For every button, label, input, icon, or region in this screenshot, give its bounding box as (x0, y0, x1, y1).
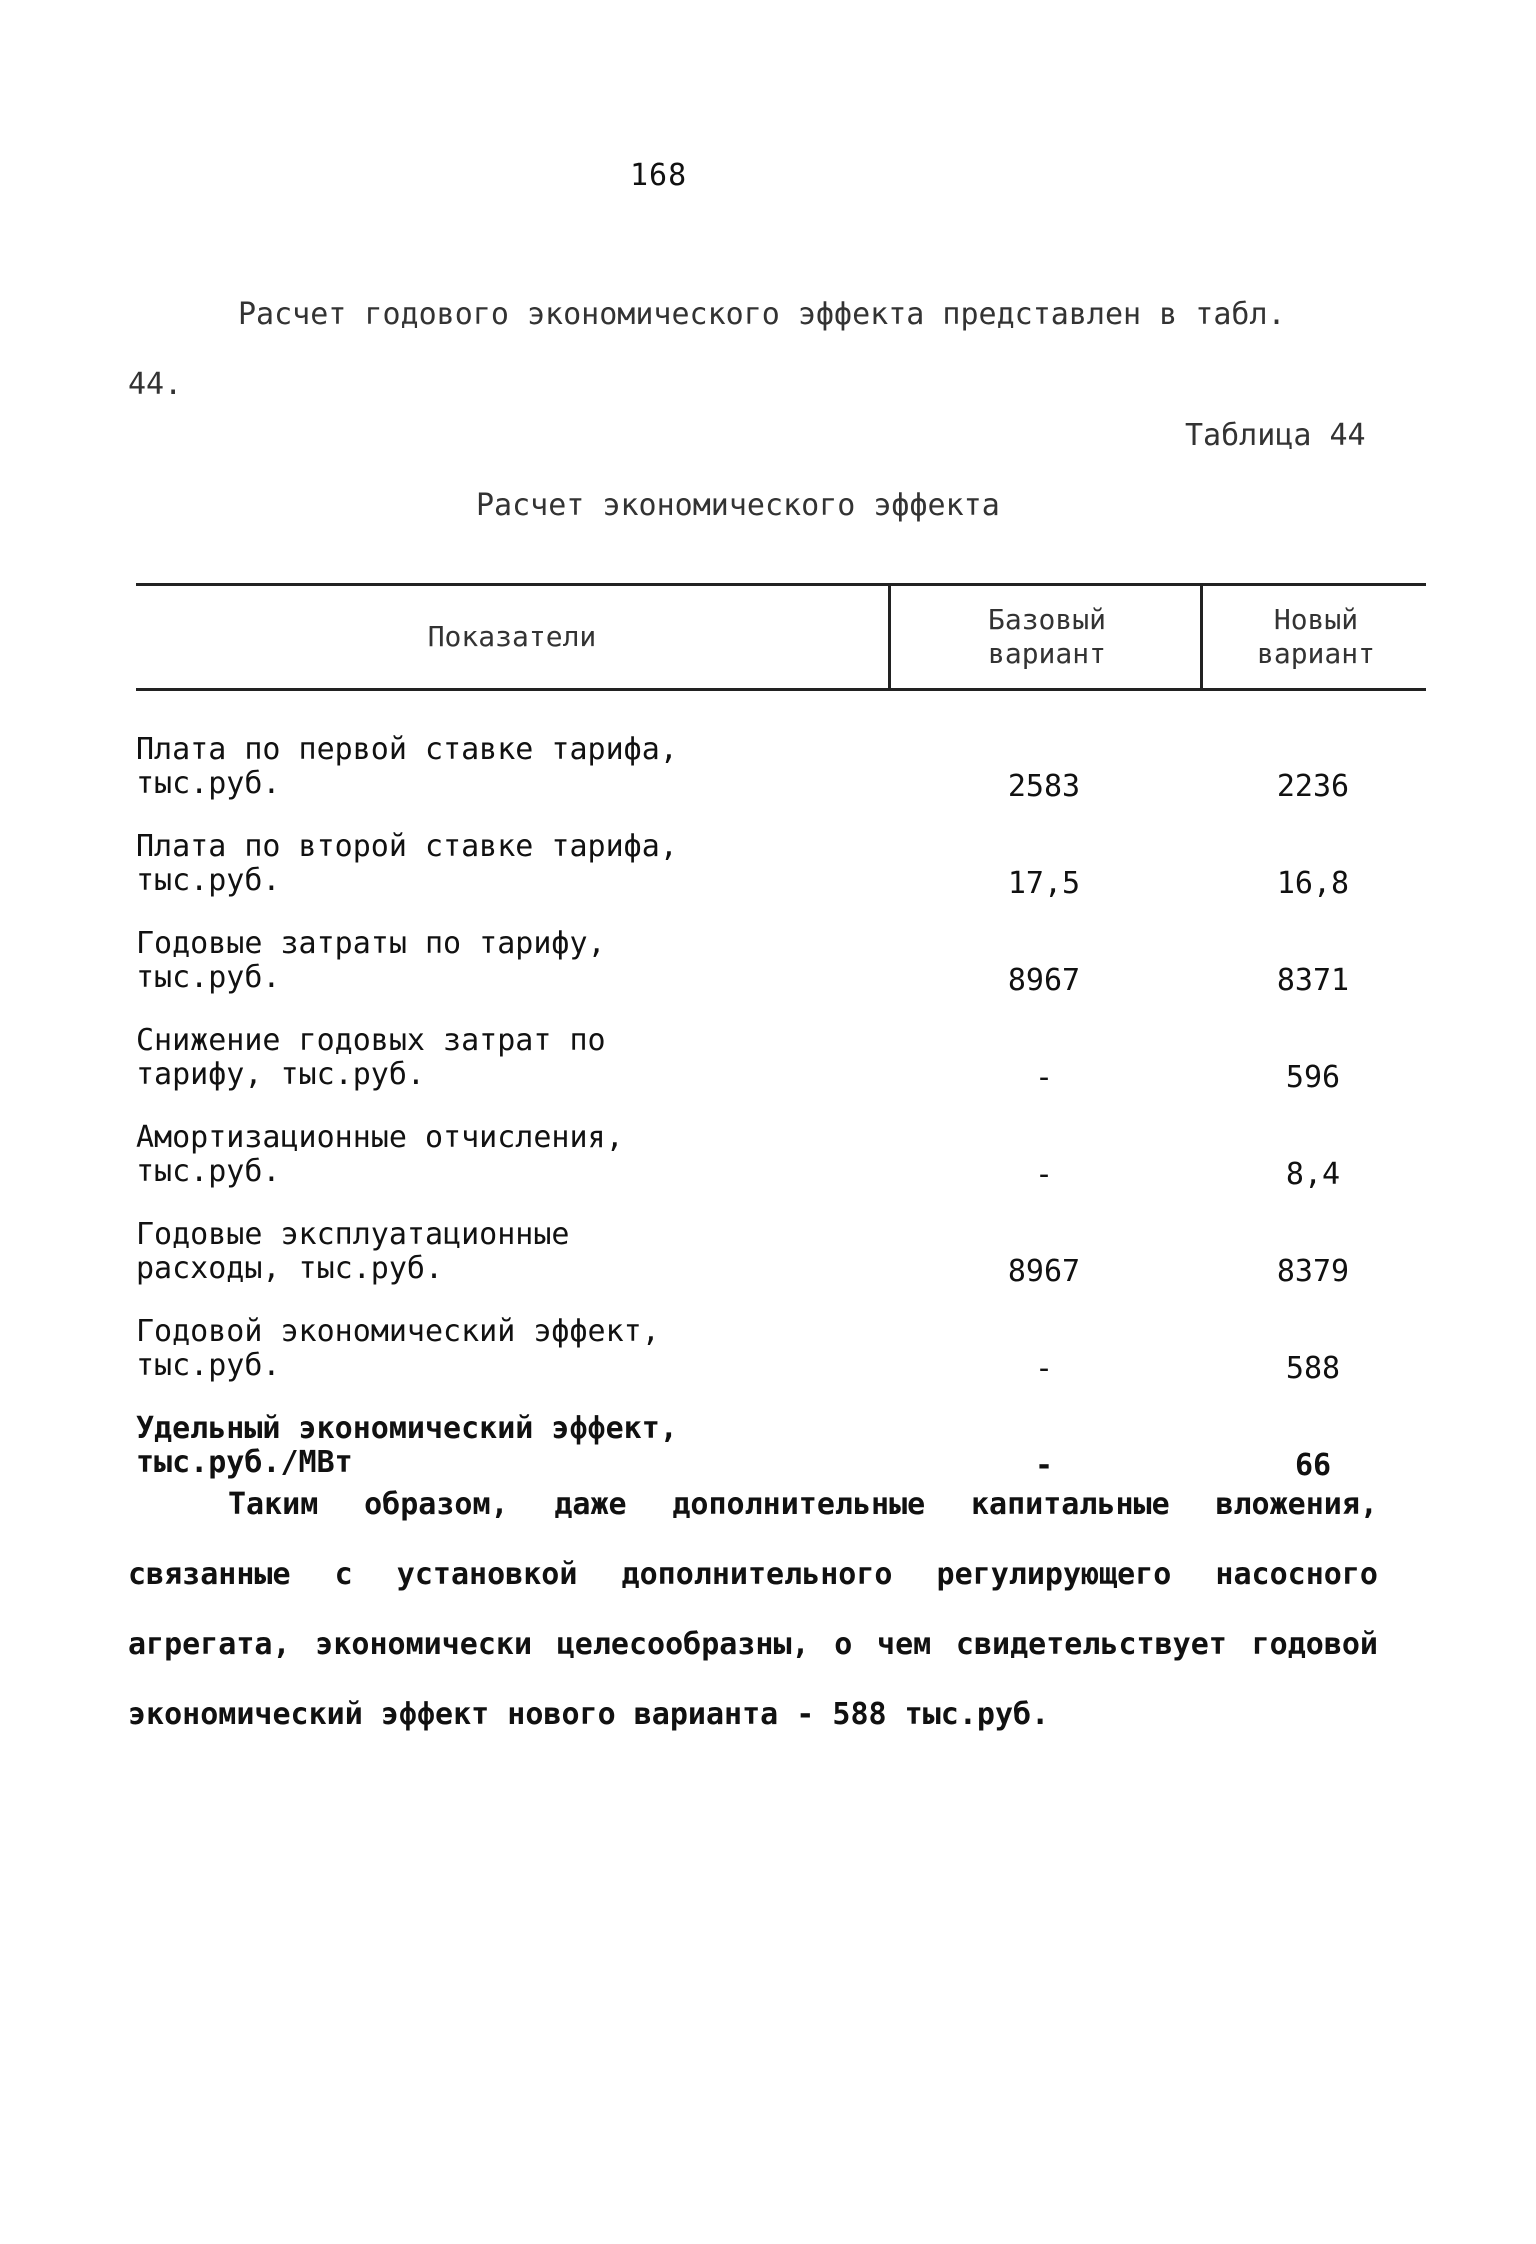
row-indicator-name: Годовой экономический эффект, тыс.руб. (136, 1314, 660, 1383)
row-base-value: - (1034, 1448, 1054, 1483)
row-new-value: 8,4 (1285, 1157, 1341, 1192)
table-row (136, 1315, 1426, 1412)
row-base-value: 8967 (1007, 963, 1081, 998)
row-indicator-name: Годовые затраты по тарифу, тыс.руб. (136, 926, 606, 995)
header-base-variant (888, 586, 1203, 688)
row-base-value: - (1034, 1157, 1054, 1192)
row-new-value: 8371 (1276, 963, 1350, 998)
row-new-value: 8379 (1276, 1254, 1350, 1289)
header-new-variant-label: Новый вариант (1256, 603, 1375, 670)
row-indicator-name: Удельный экономический эффект, тыс.руб./МВт (136, 1411, 678, 1480)
row-new-value: 596 (1285, 1060, 1341, 1095)
table-header (136, 583, 1426, 691)
header-base-variant-label: Базовый вариант (987, 603, 1106, 670)
row-new-value: 2236 (1276, 769, 1350, 804)
intro-paragraph: Расчет годового экономического эффекта представлен в табл. 44. (128, 297, 1286, 402)
table-row (136, 1218, 1426, 1315)
row-indicator-name: Плата по первой ставке тарифа, тыс.руб. (136, 732, 678, 801)
row-indicator-name: Годовые эксплуатационные расходы, тыс.руб. (136, 1217, 570, 1286)
header-new-variant (1200, 586, 1429, 688)
table-label: Таблица 44 (1185, 418, 1366, 453)
row-new-value: 16,8 (1276, 866, 1350, 901)
row-indicator-name: Снижение годовых затрат по тарифу, тыс.руб. (136, 1023, 606, 1092)
economic-effect-table (136, 583, 1426, 1509)
row-base-value: 8967 (1007, 1254, 1081, 1289)
table-row (136, 927, 1426, 1024)
row-indicator-name: Амортизационные отчисления, тыс.руб. (136, 1120, 624, 1189)
header-indicators: Показатели (427, 620, 597, 653)
row-base-value: - (1034, 1351, 1054, 1386)
row-base-value: - (1034, 1060, 1054, 1095)
table-body (136, 733, 1426, 1509)
table-row (136, 1121, 1426, 1218)
row-base-value: 2583 (1007, 769, 1081, 804)
table-row (136, 1024, 1426, 1121)
row-base-value: 17,5 (1007, 866, 1081, 901)
table-row (136, 830, 1426, 927)
conclusion-paragraph: Таким образом, даже дополнительные капитальные вложения, связанные с установкой дополнительного регулирующего насосного агрегата, экономически целесообразны, о чем свидетельствует годовой экономический эффект нового варианта - 588 тыс.руб. (128, 1487, 1378, 1732)
table-row (136, 733, 1426, 830)
row-new-value: 588 (1285, 1351, 1341, 1386)
row-new-value: 66 (1294, 1448, 1332, 1483)
row-indicator-name: Плата по второй ставке тарифа, тыс.руб. (136, 829, 678, 898)
table-title: Расчет экономического эффекта (476, 488, 1000, 523)
page-number: 168 (630, 158, 688, 193)
